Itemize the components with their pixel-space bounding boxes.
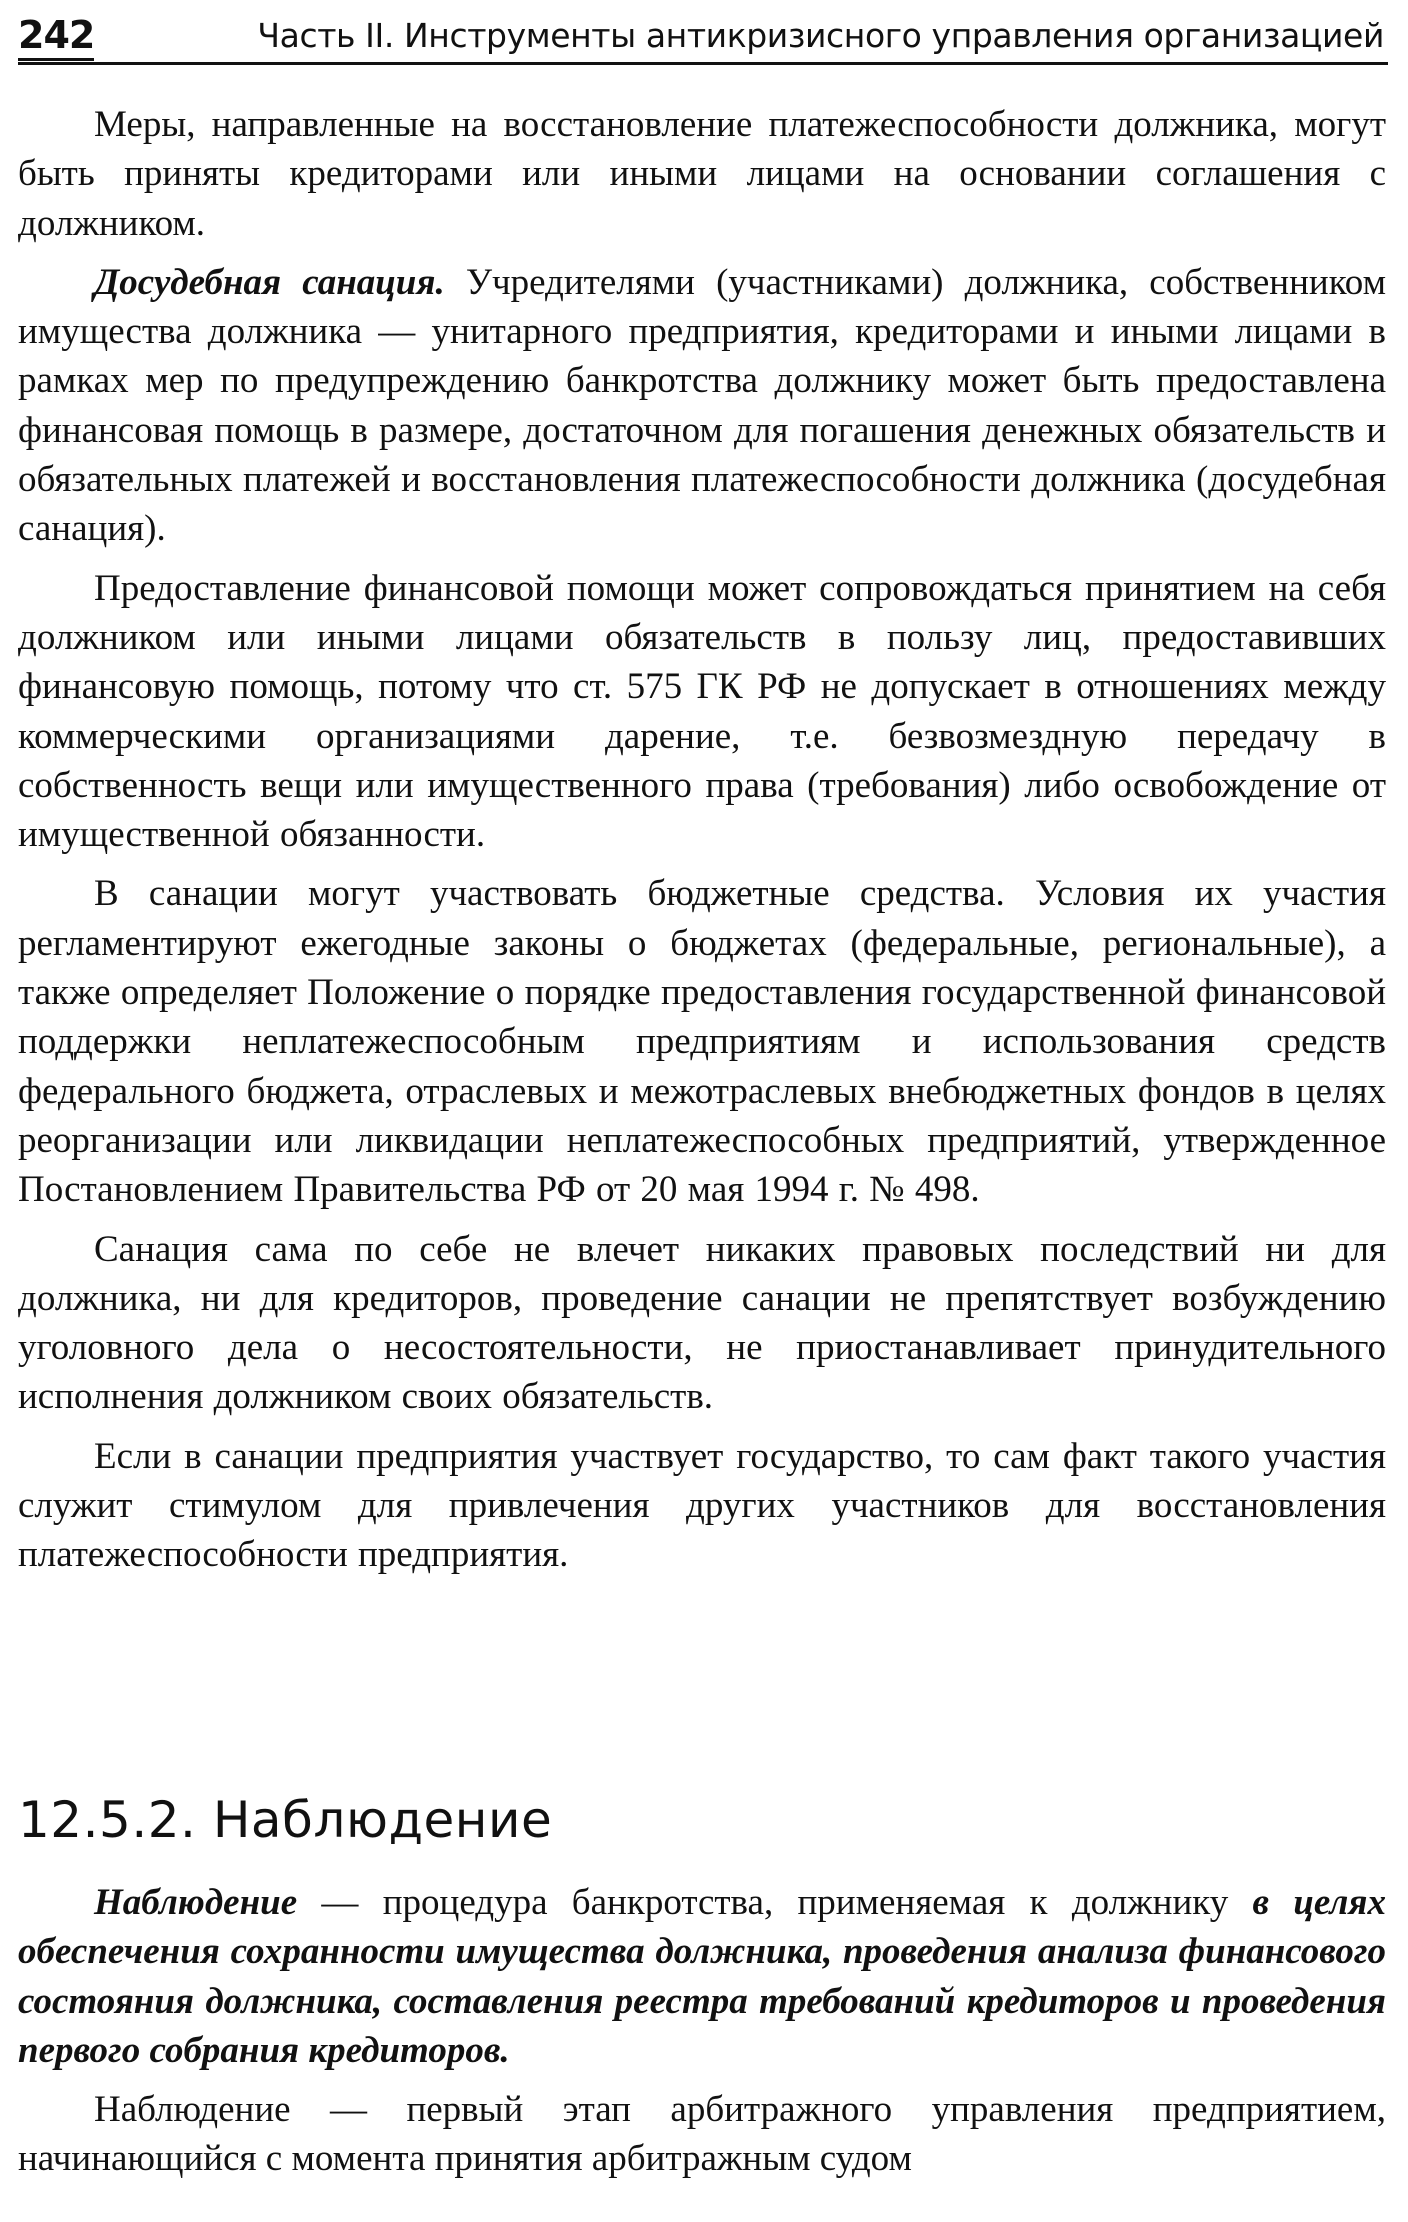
definition-purpose: в целях обеспечения сохранности имущества должника, проведения анализа финансового состояния должника, составления реестра требований кредиторов и проведения первого собрания кредиторов. (18, 1882, 1386, 2071)
term-pretrial-sanation: Досудебная санация. (94, 261, 445, 303)
definition-dash: — процедура банкротства, применяемая к должнику (297, 1882, 1253, 1923)
paragraph-legal-consequences: Санация сама по себе не влечет никаких правовых последствий ни для должника, ни для кредиторов, проведение санации не препятствует возбуждению уголовного дела о несостоятельности, не приостанавливает принудительного исполнения должником своих обязательств. (18, 1228, 1386, 1418)
section-heading: 12.5.2. Наблюдение (18, 1791, 553, 1849)
paragraph-observation-definition (18, 1878, 1386, 2075)
paragraph-observation-stage: Наблюдение — первый этап арбитражного управления предприятием, начинающийся с момента принятия арбитражным судом (18, 2089, 1386, 2180)
running-header (18, 8, 1388, 65)
paragraph-restoration-measures: Меры, направленные на восстановление платежеспособности должника, могут быть приняты кредиторами или иными лицами на основании соглашения с должником. (18, 104, 1386, 244)
paragraph-pretrial-sanation (18, 258, 1386, 554)
paragraph-financial-aid: Предоставление финансовой помощи может сопровождаться принятием на себя должником или иными лицами обязательств в пользу лиц, предоставивших финансовую помощь, потому что ст. 575 ГК РФ не допускает в отношениях между коммерческими организациями дарение, т.е. безвозмездную передачу в собственность вещи или имущественного права (требования) либо освобождение от имущественной обязанности. (18, 567, 1386, 856)
running-title: Часть II. Инструменты антикризисного управления организацией (257, 16, 1384, 55)
paragraph-state-participation: Если в санации предприятия участвует государство, то сам факт такого участия служит стимулом для привлечения других участников для восстановления платежеспособности предприятия. (18, 1435, 1386, 1576)
paragraph-budget-funds: В санации могут участвовать бюджетные средства. Условия их участия регламентируют ежегодные законы о бюджетах (федеральные, региональные), а также определяет Положение о порядке предоставления государственной финансовой поддержки неплатежеспособным предприятиям и использования средств федерального бюджета, отраслевых и межотраслевых внебюджетных фондов в целях реорганизации или ликвидации неплатежеспособных предприятий, утвержденное Постановлением Правительства РФ от 20 мая 1994 г. № 498. (18, 873, 1386, 1211)
book-page (18, 0, 1388, 2222)
pretrial-sanation-text: Учредителями (участниками) должника, собственником имущества должника — унитарного предприятия, кредиторами и иными лицами в рамках мер по предупреждению банкротства должнику может быть предоставлена финансовая помощь в размере, достаточном для погашения денежных обязательств и обязательных платежей и восстановления платежеспособности должника (досудебная санация). (18, 261, 1386, 550)
page-number: 242 (18, 12, 94, 61)
term-observation: Наблюдение (94, 1882, 298, 1923)
main-text (18, 100, 1386, 1580)
section-text (18, 1878, 1386, 2184)
